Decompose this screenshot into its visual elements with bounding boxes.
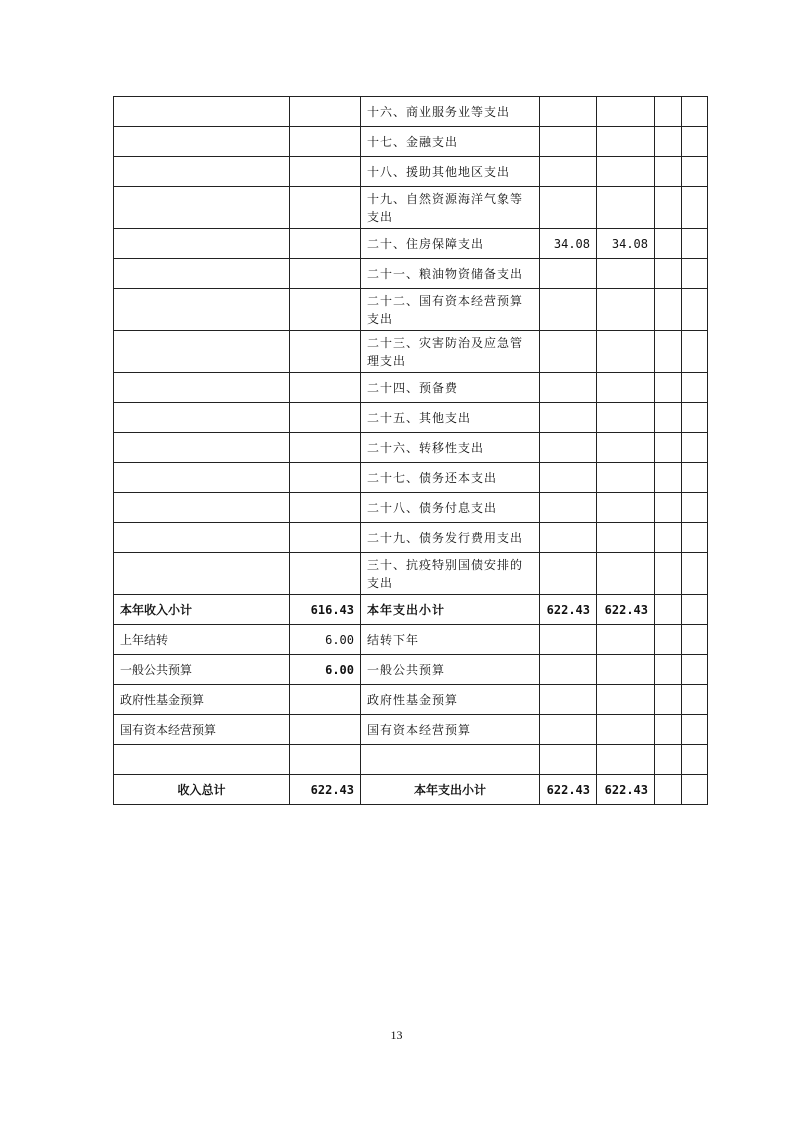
general-budget-cell [597, 127, 655, 157]
total-cell [540, 157, 597, 187]
general-budget-carry-label: 一般公共预算 [114, 655, 290, 685]
general-budget-cell [597, 493, 655, 523]
empty-cell [597, 655, 655, 685]
table-row [114, 157, 708, 187]
table-row [114, 493, 708, 523]
general-budget-cell [597, 433, 655, 463]
empty-cell [655, 127, 682, 157]
table-row [114, 331, 708, 373]
income-label-cell [114, 403, 290, 433]
empty-cell [682, 523, 708, 553]
expense-label-cell: 二十九、债务发行费用支出 [361, 523, 540, 553]
income-value-cell [290, 373, 361, 403]
empty-cell [540, 715, 597, 745]
expense-label-cell: 十六、商业服务业等支出 [361, 97, 540, 127]
empty-cell [597, 715, 655, 745]
empty-cell [655, 595, 682, 625]
general-budget-cell [597, 259, 655, 289]
empty-cell [361, 745, 540, 775]
empty-cell [682, 553, 708, 595]
empty-cell [682, 187, 708, 229]
empty-cell [655, 685, 682, 715]
empty-cell [655, 553, 682, 595]
empty-cell [682, 403, 708, 433]
general-budget-cell [597, 553, 655, 595]
budget-table [113, 96, 708, 805]
subtotal-row [114, 595, 708, 625]
empty-cell [290, 685, 361, 715]
empty-cell [655, 229, 682, 259]
blank-row [114, 745, 708, 775]
table-row [114, 553, 708, 595]
empty-cell [655, 157, 682, 187]
expense-subtotal-label: 本年支出小计 [361, 595, 540, 625]
total-cell [540, 463, 597, 493]
empty-cell [682, 595, 708, 625]
income-label-cell [114, 463, 290, 493]
empty-cell [655, 463, 682, 493]
total-cell [540, 553, 597, 595]
empty-cell [597, 685, 655, 715]
fund-budget-carry-label: 政府性基金预算 [114, 685, 290, 715]
carry-to-next-year-label: 结转下年 [361, 625, 540, 655]
expense-label-cell: 二十一、粮油物资储备支出 [361, 259, 540, 289]
expense-label-cell: 二十三、灾害防治及应急管理支出 [361, 331, 540, 373]
empty-cell [655, 745, 682, 775]
empty-cell [655, 259, 682, 289]
general-budget-cell [597, 331, 655, 373]
table-row [114, 403, 708, 433]
prior-year-carryover-label: 上年结转 [114, 625, 290, 655]
expense-subtotal-total: 622.43 [540, 595, 597, 625]
table-row [114, 127, 708, 157]
income-label-cell [114, 97, 290, 127]
income-label-cell [114, 127, 290, 157]
empty-cell [655, 775, 682, 805]
income-value-cell [290, 433, 361, 463]
table-row [114, 463, 708, 493]
empty-cell [540, 625, 597, 655]
empty-cell [655, 433, 682, 463]
general-budget-cell [597, 187, 655, 229]
income-label-cell [114, 493, 290, 523]
general-budget-cell [597, 97, 655, 127]
total-cell [540, 97, 597, 127]
expense-total-value: 622.43 [540, 775, 597, 805]
general-budget-cell [597, 289, 655, 331]
expense-label-cell: 十八、援助其他地区支出 [361, 157, 540, 187]
empty-cell [290, 745, 361, 775]
income-value-cell [290, 289, 361, 331]
income-subtotal-label: 本年收入小计 [114, 595, 290, 625]
income-value-cell [290, 97, 361, 127]
total-cell: 34.08 [540, 229, 597, 259]
general-budget-carry-value: 6.00 [290, 655, 361, 685]
grand-total-row [114, 775, 708, 805]
empty-cell [682, 463, 708, 493]
expense-label-cell: 二十八、债务付息支出 [361, 493, 540, 523]
state-capital-next-label: 国有资本经营预算 [361, 715, 540, 745]
income-label-cell [114, 433, 290, 463]
table-row [114, 523, 708, 553]
total-cell [540, 523, 597, 553]
expense-subtotal-general: 622.43 [597, 595, 655, 625]
income-label-cell [114, 331, 290, 373]
expense-label-cell: 二十二、国有资本经营预算支出 [361, 289, 540, 331]
empty-cell [290, 715, 361, 745]
carry-over-row [114, 625, 708, 655]
expense-label-cell: 十九、自然资源海洋气象等支出 [361, 187, 540, 229]
empty-cell [540, 685, 597, 715]
expense-total-label: 本年支出小计 [361, 775, 540, 805]
empty-cell [682, 493, 708, 523]
income-label-cell [114, 553, 290, 595]
general-budget-cell [597, 157, 655, 187]
empty-cell [655, 403, 682, 433]
table-row [114, 433, 708, 463]
carry-over-row [114, 685, 708, 715]
empty-cell [655, 715, 682, 745]
income-label-cell [114, 229, 290, 259]
total-cell [540, 433, 597, 463]
empty-cell [655, 187, 682, 229]
empty-cell [682, 715, 708, 745]
table-row [114, 229, 708, 259]
prior-year-carryover-value: 6.00 [290, 625, 361, 655]
total-cell [540, 331, 597, 373]
income-value-cell [290, 157, 361, 187]
empty-cell [682, 157, 708, 187]
empty-cell [682, 259, 708, 289]
carry-over-row [114, 715, 708, 745]
income-total-label: 收入总计 [114, 775, 290, 805]
income-label-cell [114, 187, 290, 229]
page-number: 13 [390, 1028, 403, 1042]
income-label-cell [114, 157, 290, 187]
income-value-cell [290, 331, 361, 373]
empty-cell [682, 625, 708, 655]
state-capital-carry-label: 国有资本经营预算 [114, 715, 290, 745]
table-body [114, 97, 708, 805]
empty-cell [682, 373, 708, 403]
income-subtotal-value: 616.43 [290, 595, 361, 625]
income-value-cell [290, 127, 361, 157]
empty-cell [682, 433, 708, 463]
income-value-cell [290, 229, 361, 259]
income-value-cell [290, 523, 361, 553]
empty-cell [655, 373, 682, 403]
table-row [114, 97, 708, 127]
general-budget-cell [597, 463, 655, 493]
expense-label-cell: 二十七、债务还本支出 [361, 463, 540, 493]
total-cell [540, 373, 597, 403]
empty-cell [655, 523, 682, 553]
empty-cell [682, 127, 708, 157]
empty-cell [597, 745, 655, 775]
general-budget-cell [597, 373, 655, 403]
income-label-cell [114, 523, 290, 553]
general-budget-cell [597, 403, 655, 433]
expense-total-general: 622.43 [597, 775, 655, 805]
empty-cell [655, 289, 682, 331]
empty-cell [655, 625, 682, 655]
empty-cell [682, 331, 708, 373]
expense-label-cell: 十七、金融支出 [361, 127, 540, 157]
total-cell [540, 127, 597, 157]
general-budget-cell: 34.08 [597, 229, 655, 259]
empty-cell [655, 493, 682, 523]
empty-cell [114, 745, 290, 775]
expense-label-cell: 二十四、预备费 [361, 373, 540, 403]
empty-cell [655, 331, 682, 373]
expense-label-cell: 三十、抗疫特别国债安排的支出 [361, 553, 540, 595]
income-value-cell [290, 187, 361, 229]
income-label-cell [114, 259, 290, 289]
fund-budget-next-label: 政府性基金预算 [361, 685, 540, 715]
total-cell [540, 493, 597, 523]
income-value-cell [290, 403, 361, 433]
total-cell [540, 259, 597, 289]
total-cell [540, 187, 597, 229]
general-budget-cell [597, 523, 655, 553]
empty-cell [682, 685, 708, 715]
carry-over-row [114, 655, 708, 685]
empty-cell [682, 289, 708, 331]
total-cell [540, 289, 597, 331]
empty-cell [682, 655, 708, 685]
empty-cell [597, 625, 655, 655]
empty-cell [540, 745, 597, 775]
income-label-cell [114, 373, 290, 403]
empty-cell [655, 97, 682, 127]
table-row [114, 259, 708, 289]
income-value-cell [290, 553, 361, 595]
general-budget-next-label: 一般公共预算 [361, 655, 540, 685]
empty-cell [682, 97, 708, 127]
income-value-cell [290, 259, 361, 289]
income-value-cell [290, 463, 361, 493]
empty-cell [682, 775, 708, 805]
empty-cell [540, 655, 597, 685]
table-row [114, 373, 708, 403]
expense-label-cell: 二十六、转移性支出 [361, 433, 540, 463]
income-total-value: 622.43 [290, 775, 361, 805]
income-label-cell [114, 289, 290, 331]
table-row [114, 289, 708, 331]
empty-cell [682, 745, 708, 775]
empty-cell [655, 655, 682, 685]
table-row [114, 187, 708, 229]
empty-cell [682, 229, 708, 259]
expense-label-cell: 二十五、其他支出 [361, 403, 540, 433]
expense-label-cell: 二十、住房保障支出 [361, 229, 540, 259]
income-value-cell [290, 493, 361, 523]
total-cell [540, 403, 597, 433]
